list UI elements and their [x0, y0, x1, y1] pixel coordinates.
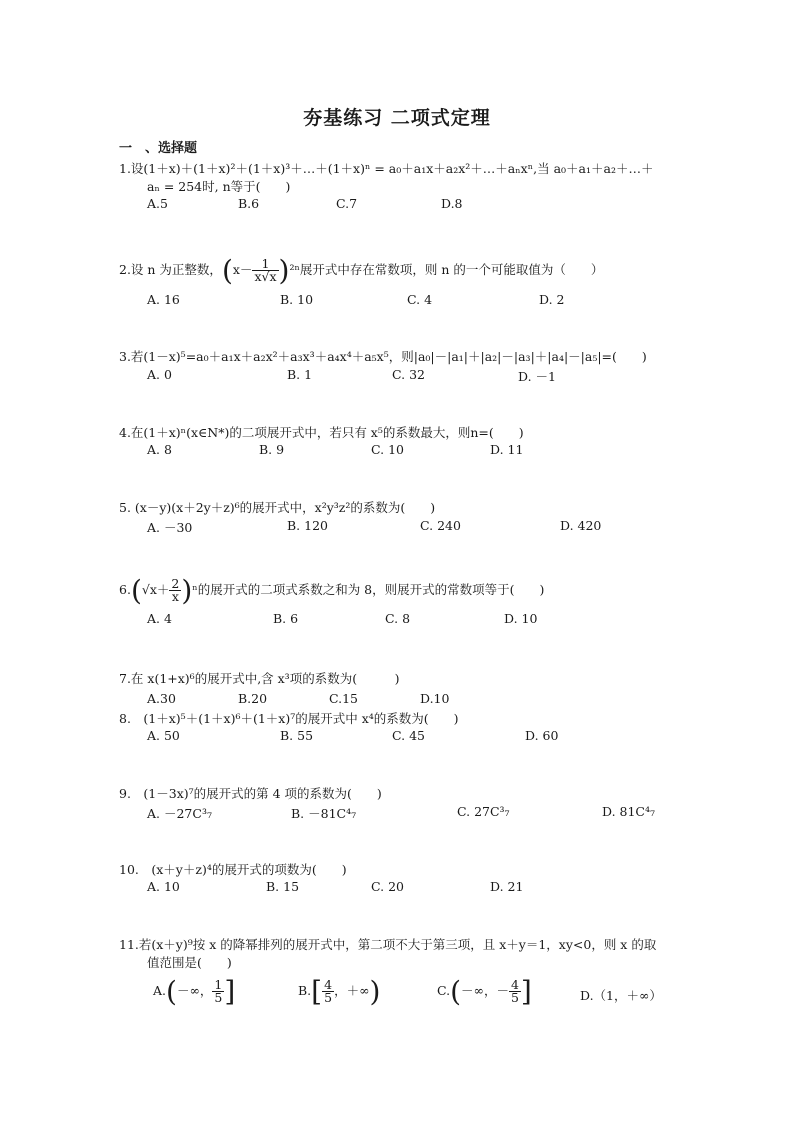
- question-6-option-c: C. 8: [385, 611, 411, 626]
- question-11-option-c-left: －∞，－: [461, 983, 509, 998]
- question-10-option-a: A. 10: [147, 879, 180, 894]
- question-7-option-b: B.20: [238, 691, 268, 706]
- question-9-option-c: C. 27C³₇: [457, 804, 510, 819]
- question-2-frac-num: 1: [252, 258, 278, 271]
- question-11-option-a-left: －∞，: [176, 983, 213, 998]
- question-11-line-2: 值范围是( ): [147, 955, 232, 970]
- question-11-option-d: D.（1，＋∞）: [580, 988, 662, 1003]
- question-2-option-a: A. 16: [147, 292, 180, 307]
- question-10-option-c: C. 20: [371, 879, 404, 894]
- question-11-option-a-num: 1: [214, 977, 223, 992]
- question-4-option-c: C. 10: [371, 442, 404, 457]
- question-11-option-a-label: A.: [153, 983, 167, 998]
- question-6-option-b: B. 6: [273, 611, 299, 626]
- question-9-option-a: A. －27C³₇: [147, 806, 212, 821]
- question-5-option-d: D. 420: [560, 518, 602, 533]
- question-1-option-c: C.7: [336, 196, 358, 211]
- question-8-option-b: B. 55: [280, 728, 314, 743]
- question-7-stem: 7.在 x(1+x)⁶的展开式中,含 x³项的系数为( ): [119, 671, 400, 686]
- question-4-option-a: A. 8: [147, 442, 172, 457]
- question-11-option-b-right-bracket: ): [369, 975, 381, 1008]
- question-8-option-c: C. 45: [392, 728, 425, 743]
- question-11-option-a-right-bracket: ]: [224, 975, 236, 1008]
- question-6-stem: [119, 574, 544, 607]
- question-11-option-b-den: 5: [324, 990, 333, 1005]
- question-4-option-d: D. 11: [490, 442, 524, 457]
- question-1-option-a: A.5: [147, 196, 168, 211]
- question-2-left-paren: (: [221, 254, 233, 287]
- question-2-stem: [119, 254, 603, 287]
- question-11-option-a-den: 5: [214, 990, 223, 1005]
- section-heading: 一 、选择题: [119, 141, 198, 156]
- question-3-stem: 3.若(1－x)⁵=a₀＋a₁x＋a₂x²＋a₃x³＋a₄x⁴＋a₅x⁵，则|a₀|－|a₁|＋|a₂|－|a₃|＋|a₄|－|a₅|=( ): [119, 349, 647, 364]
- question-5-stem: 5. (x－y)(x＋2y＋z)⁶的展开式中，x²y³z²的系数为( ): [119, 500, 436, 515]
- question-10-option-b: B. 15: [266, 879, 300, 894]
- question-11-option-b-num: 4: [324, 977, 333, 992]
- question-4-option-b: B. 9: [259, 442, 285, 457]
- question-7-option-d: D.10: [420, 691, 450, 706]
- question-10-stem: 10. (x＋y＋z)⁴的展开式的项数为( ): [119, 862, 347, 877]
- question-3-option-a: A. 0: [147, 367, 172, 382]
- question-11-option-c-fraction: [509, 979, 521, 1004]
- question-8-option-d: D. 60: [525, 728, 559, 743]
- question-11-option-c-label: C.: [437, 983, 451, 998]
- question-11-option-b-right: ，＋∞: [334, 983, 370, 998]
- question-6-suffix: ⁿ的展开式的二项式系数之和为 8，则展开式的常数项等于( ): [192, 582, 545, 597]
- question-7-option-c: C.15: [329, 691, 358, 706]
- question-11-option-a-left-bracket: (: [166, 975, 177, 1008]
- question-5-option-b: B. 120: [287, 518, 328, 533]
- question-6-option-d: D. 10: [504, 611, 538, 626]
- question-9-stem: 9. (1－3x)⁷的展开式的第 4 项的系数为( ): [119, 786, 382, 801]
- question-11-option-c-right-bracket: ]: [520, 975, 532, 1008]
- question-2-option-b: B. 10: [280, 292, 314, 307]
- question-2-frac-left: x－: [232, 262, 253, 277]
- question-11-option-c-num: 4: [510, 977, 519, 992]
- question-3-option-b: B. 1: [287, 367, 313, 382]
- question-8-stem: 8. (1＋x)⁵＋(1＋x)⁶＋(1＋x)⁷的展开式中 x⁴的系数为( ): [119, 711, 459, 726]
- question-6-frac-den: x: [171, 589, 179, 604]
- question-6-root: √x＋: [141, 582, 170, 597]
- page-title: 夯基练习 二项式定理: [303, 107, 491, 129]
- question-11-option-c-left-bracket: (: [450, 975, 462, 1008]
- question-11-option-b-fraction: [322, 979, 334, 1004]
- question-3-option-d: D. －1: [518, 369, 556, 384]
- question-6-right-paren: ): [181, 574, 193, 607]
- question-2-right-paren: ): [278, 254, 290, 287]
- question-6-fraction: [169, 578, 181, 603]
- question-1-option-d: D.8: [441, 196, 463, 211]
- question-11-option-b: [298, 975, 380, 1008]
- question-11-option-a: [153, 975, 235, 1008]
- question-8-option-a: A. 50: [147, 728, 180, 743]
- question-11-option-b-left-bracket: [: [311, 975, 323, 1008]
- question-9-option-b: B. －81C⁴₇: [291, 806, 357, 821]
- question-2-prefix: 2.设 n 为正整数，: [119, 262, 222, 277]
- question-2-option-d: D. 2: [539, 292, 565, 307]
- question-2-frac-den: x√x: [254, 269, 277, 284]
- question-1-line-1: 1.设(1＋x)＋(1＋x)²＋(1＋x)³＋…＋(1＋x)ⁿ = a₀＋a₁x＋a₂x²＋…＋aₙxⁿ,当 a₀＋a₁＋a₂＋…＋: [119, 161, 654, 176]
- question-2-suffix: ²ⁿ展开式中存在常数项，则 n 的一个可能取值为（ ）: [289, 262, 604, 277]
- question-6-left-paren: (: [130, 574, 142, 607]
- question-9-option-d: D. 81C⁴₇: [602, 804, 656, 819]
- question-5-option-a: A. －30: [147, 520, 193, 535]
- question-2-option-c: C. 4: [407, 292, 433, 307]
- question-1-line-2: aₙ = 254时, n等于( ): [147, 179, 291, 194]
- question-5-option-c: C. 240: [420, 518, 461, 533]
- question-11-option-a-fraction: [212, 979, 224, 1004]
- question-1-option-b: B.6: [238, 196, 260, 211]
- question-10-option-d: D. 21: [490, 879, 524, 894]
- question-11-option-c: [437, 975, 532, 1008]
- question-11-option-b-label: B.: [298, 983, 312, 998]
- question-3-option-c: C. 32: [392, 367, 425, 382]
- question-11-option-c-den: 5: [510, 990, 519, 1005]
- question-6-option-a: A. 4: [147, 611, 172, 626]
- question-6-frac-num: 2: [171, 576, 180, 591]
- question-7-option-a: A.30: [147, 691, 176, 706]
- question-4-stem: 4.在(1＋x)ⁿ(x∈N*)的二项展开式中，若只有 x⁵的系数最大，则n=( ): [119, 425, 524, 440]
- question-11-line-1: 11.若(x＋y)⁹按 x 的降幂排列的展开式中，第二项不大于第三项，且 x＋y＝1，xy<0，则 x 的取: [119, 937, 657, 952]
- question-2-fraction: [252, 258, 278, 283]
- question-6-prefix: 6.: [119, 582, 131, 597]
